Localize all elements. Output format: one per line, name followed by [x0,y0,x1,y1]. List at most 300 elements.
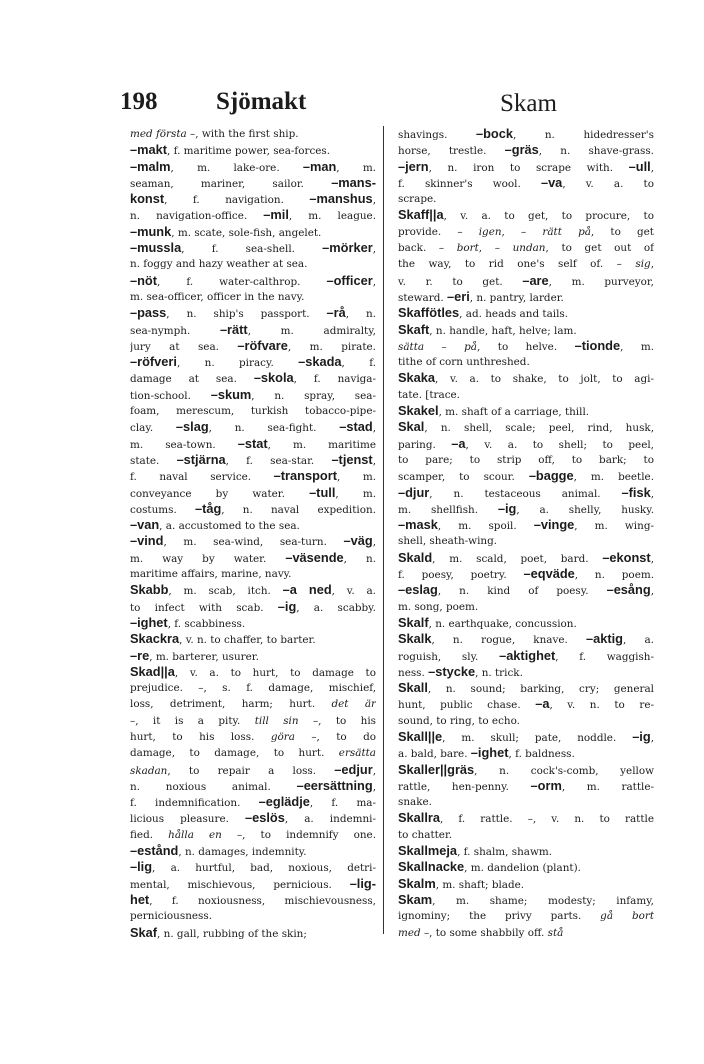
definition-text: to chatter. [398,828,453,841]
definition-text: , v. n. to re- [549,699,654,712]
headword: –malm [130,158,171,174]
definition-text: steward. [398,291,447,304]
headword: –van [130,517,160,533]
phrase: stå [547,926,564,939]
dictionary-line [130,191,376,207]
headword: –edjur [334,761,373,777]
dictionary-line [130,142,376,158]
headword: Skal [398,419,425,435]
phrase: sätta – på [398,340,478,353]
definition-text: seaman, mariner, sailor. [130,177,332,190]
dictionary-line [130,810,376,826]
definition-text: , f. maritime power, sea-forces. [167,145,331,158]
definition-text: , m. spoil. [437,520,534,533]
headword: –are [522,272,549,288]
dictionary-line [130,859,376,875]
definition-text: , [372,780,376,793]
definition-text: tate. [trace. [398,388,460,401]
definition-text: , m. skull; pate, noddle. [442,731,633,744]
definition-text: –, to do [294,730,376,743]
page-number: 198 [120,88,158,115]
dictionary-line [130,615,376,631]
definition-text: , m. shame; modesty; infamy, [432,894,654,907]
definition-text: shavings. [398,129,476,141]
definition-text: , m. [336,161,376,174]
definition-text: hunt, public chase. [398,699,536,712]
definition-text: , f. sea-shell. [181,243,323,256]
headword: –ig [497,500,517,516]
phrase: till sin [254,714,299,727]
headword: Skalf [398,614,429,630]
headword: –lig- [349,875,376,891]
phrase: sig [635,258,651,271]
dictionary-line [130,713,376,729]
dictionary-line [130,827,376,843]
definition-text: , to repair a loss. [167,764,335,777]
dictionary-line [398,582,654,598]
dictionary-line [398,615,654,631]
dictionary-line [398,876,654,892]
phrase: ersätta [338,747,376,760]
definition-text: the way, to rid one's self of. – [398,258,636,271]
definition-text: –, to his [298,714,376,727]
definition-text: m. shellfish. [398,503,498,516]
dictionary-line [398,240,654,256]
definition-text: damage at sea. [130,373,254,386]
dictionary-line [398,175,654,191]
phrase: hålla en [168,828,222,841]
headword: –aktighet [499,647,556,663]
dictionary-line [398,599,654,615]
dictionary-line [130,224,376,240]
phrase: det är [331,698,376,711]
right-column [398,126,654,941]
headword: –transport [273,468,337,484]
headword: –mask [398,517,438,533]
definition-text: , n. iron to scrape with. [428,161,629,174]
definition-text: , f. noxiousness, mischievousness, [149,894,376,907]
definition-text: , [650,731,654,744]
headword: –mans- [331,174,376,190]
headword: –skada [298,354,342,370]
definition-text: , f. sea-star. [225,454,332,467]
dictionary-line [398,159,654,175]
definition-text: perniciousness. [130,910,213,923]
dictionary-line [130,175,376,191]
definition-text: , m. scate, sole-fish, angelet. [171,226,322,239]
dictionary-line [398,289,654,305]
definition-text: , [650,552,654,565]
definition-text: damage, to damage, to hurt. [130,747,339,760]
definition-text: , n. naval expedition. [221,503,376,516]
dictionary-line [130,126,376,142]
definition-text: v. r. to get. [398,275,523,288]
definition-text: , v. a. to shake, to jolt, to agi- [435,373,654,386]
definition-text: mental, mischievous, pernicious. [130,878,350,891]
dictionary-line [130,517,376,533]
phrase: skadan [130,764,168,777]
definition-text: , m. [335,487,376,500]
dictionary-line [130,273,376,289]
dictionary-line [398,207,654,223]
headword: Skaff||a [398,207,444,223]
definition-text: , m. maritime [267,438,376,451]
headword: Skallra [398,810,440,826]
definition-text: , m. [336,471,376,484]
headword: –djur [398,484,430,500]
definition-text: , n. sound; barking, cry; general [427,683,654,696]
definition-text: f. skinner's wool. [398,177,541,190]
definition-text: m. sea-town. [130,438,238,451]
left-column [130,126,376,941]
definition-text: horse, trestle. [398,145,505,158]
definition-text: , m. shaft; blade. [435,878,525,891]
headword: –skola [253,370,294,386]
headword: –jern [398,158,429,174]
definition-text: , [372,194,376,207]
definition-text: , n. shell, scale; peel, rind, husk, [424,422,654,435]
headword: –a ned [282,582,332,598]
definition-text: , – [478,242,513,255]
definition-text: foam, merescum, turkish tobacco-pipe- [130,405,376,418]
headword: Skalm [398,875,436,891]
dictionary-line [130,322,376,338]
definition-text: , a. hurtful, bad, noxious, detri- [152,862,376,875]
headword: –ekonst [602,549,651,565]
definition-text: back. – [398,242,457,255]
definition-text: m. way by water. [130,552,286,565]
dictionary-line [398,468,654,484]
right-running-head: Skam [500,90,557,117]
definition-text: , to get out of [545,242,654,255]
dictionary-line [130,794,376,810]
dictionary-line [398,322,654,338]
headword: –a [451,435,466,451]
headword: –skum [210,386,252,402]
definition-text: shell, sheath-wing. [398,535,498,548]
dictionary-line [130,403,376,419]
phrase: med första [130,128,187,140]
definition-text: , m. sea-wind, sea-turn. [163,536,344,549]
dictionary-line [130,305,376,321]
definition-text: –, it is a pity. [130,714,255,727]
definition-text: jury at sea. [130,340,238,353]
dictionary-line [398,256,654,272]
definition-text: , m. rattle- [561,780,654,793]
definition-text: fied. [130,828,169,841]
definition-text: to pare; to strip off, to bark; to [398,453,654,466]
dictionary-line [130,680,376,696]
headword: –man [302,158,337,174]
definition-text: , m. [620,340,654,353]
definition-text: , f. navigation. [164,194,310,207]
definition-text: ignominy; the privy parts. [398,910,601,923]
headword: –rätt [219,321,248,337]
headword: –stycke [428,663,476,679]
headword: –eqväde [523,566,575,582]
definition-text: , m. purveyor, [548,275,654,288]
headword: –stad [339,419,373,435]
definition-text: , f. scabbiness. [167,617,246,630]
headword: –vinge [533,517,575,533]
definition-text: , ad. heads and tails. [459,308,569,321]
definition-text: , [650,161,654,174]
definition-text: , f. shalm, shawm. [457,846,553,859]
headword: het [130,891,150,907]
headword: –re [130,647,150,663]
headword: –röfvare [237,337,288,353]
dictionary-line [130,582,376,598]
dictionary-line [398,859,654,875]
headword: –ig [632,728,651,744]
dictionary-line [130,501,376,517]
dictionary-line [130,843,376,859]
headword: Skaka [398,370,436,386]
dictionary-line [398,827,654,843]
headword: –ighet [130,614,168,630]
definition-text: scamper, to scour. [398,471,529,484]
dictionary-line [130,550,376,566]
headword: –tionde [574,337,621,353]
dictionary-line [398,908,654,924]
dictionary-line [130,452,376,468]
definition-text: prejudice. –, s. f. damage, mischief, [130,682,376,695]
definition-text: , m. shaft of a carriage, thill. [438,406,590,419]
definition-text: , n. shave-grass. [538,145,654,158]
dictionary-line [398,778,654,794]
headword: –a [535,696,550,712]
definition-text: , n. testaceous animal. [429,487,622,500]
definition-text: , m. pirate. [287,340,376,353]
dictionary-line [398,126,654,142]
dictionary-line [398,729,654,745]
dictionary-line [398,224,654,240]
definition-text: , n. [345,308,376,321]
headword: –makt [130,142,167,158]
dictionary-line [398,810,654,826]
definition-text: , f. [341,357,376,370]
definition-text: , [650,258,654,271]
definition-text: tithe of corn unthreshed. [398,356,530,369]
definition-text: n. foggy and hazy weather at sea. [130,258,308,271]
definition-text: state. [130,454,177,467]
left-running-head: Sjömakt [216,88,307,115]
headword: –mil [263,207,289,223]
column-divider [383,126,384,934]
dictionary-line [398,403,654,419]
definition-text: n. noxious animal. [130,780,297,793]
definition-text: f. indemnification. [130,797,259,810]
definition-text: –, to indemnify one. [221,828,376,841]
definition-text: , n. hidedresser's [512,129,654,141]
definition-text: loss, detriment, harm; hurt. [130,698,332,711]
headword: Skaft [398,321,430,337]
definition-text: n. navigation-office. [130,210,264,223]
dictionary-line [130,729,376,745]
dictionary-line [130,436,376,452]
definition-text: f. poesy, poetry. [398,569,524,582]
definition-text: , n. [343,552,376,565]
headword: –orm [530,777,562,793]
definition-text: a. bald, bare. [398,748,471,761]
dictionary-line [398,517,654,533]
dictionary-line [398,354,654,370]
dictionary-line [398,648,654,664]
definition-text: , m. admiralty, [247,324,376,337]
headword: Skald [398,549,433,565]
dictionary-line [130,207,376,223]
dictionary-line [398,762,654,778]
dictionary-line [130,892,376,908]
headword: –väsende [285,549,344,565]
headword: –väg [343,533,373,549]
dictionary-line [398,338,654,354]
definition-text: , [650,487,654,500]
definition-text: , a. shelly, husky. [516,503,654,516]
headword: Skallnacke [398,859,465,875]
dictionary-line [130,696,376,712]
headword: –gräs [504,142,539,158]
dictionary-line [398,664,654,680]
headword: Skabb [130,582,169,598]
definition-text: , [650,585,654,598]
definition-text: , n. pantry, larder. [469,291,564,304]
headword: –pass [130,305,167,321]
definition-text: , a. scabby. [296,601,376,614]
definition-text: –, with the first ship. [186,128,299,140]
definition-text: , n. sea-fight. [208,422,340,435]
headword: –ull [628,158,651,174]
headword: –stat [237,435,268,451]
headword: –manshus [309,191,373,207]
dictionary-line [130,876,376,892]
dictionary-line [398,191,654,207]
dictionary-line [130,631,376,647]
definition-text: maritime affairs, marine, navy. [130,568,292,581]
headword: –fisk [621,484,651,500]
headword: –eri [446,288,470,304]
headword: Skallmeja [398,843,458,859]
definition-text: , m. barterer, usurer. [149,650,259,663]
phrase: gå bort [600,910,654,923]
definition-text: m. sea-officer, officer in the navy. [130,290,305,303]
headword: –tåg [194,500,222,516]
dictionary-line [130,599,376,615]
definition-text: , n. poem. [574,569,654,582]
dictionary-line [130,370,376,386]
headword: –bock [475,126,513,141]
definition-text: costums. [130,503,195,516]
definition-text: sound, to ring, to echo. [398,714,520,727]
definition-text: , m. scald, poet, bard. [432,552,603,565]
definition-text: clay. [130,422,176,435]
headword: –eslag [398,582,438,598]
definition-text: , – [501,225,543,238]
definition-text: , n. damages, indemnity. [178,846,307,859]
dictionary-line [398,533,654,549]
headword: Skad||a [130,663,175,679]
dictionary-line [130,762,376,778]
headword: –eslös [245,810,285,826]
definition-text: , n. rogue, knave. [431,634,586,647]
dictionary-line [130,419,376,435]
dictionary-line [130,908,376,924]
definition-text: tion-school. [130,389,211,402]
headword: Skall [398,680,428,696]
dictionary-line [130,289,376,305]
definition-text: , v. n. to chaffer, to barter. [179,634,316,647]
definition-text: , f. water-calthrop. [157,275,327,288]
definition-text: to infect with scab. [130,601,278,614]
definition-text: , m. wing- [574,520,654,533]
phrase: undan [512,242,546,255]
definition-text: , v. a. to hurt, to damage to [174,666,376,679]
definition-text: , v. a. [331,585,376,598]
headword: Skam [398,891,433,907]
headword: –aktig [586,631,623,647]
definition-text: licious pleasure. [130,813,245,826]
definition-text: m. song, poem. [398,600,479,613]
headword: –munk [130,223,172,239]
definition-text: , n. ship's passport. [166,308,327,321]
definition-text: ness. [398,666,429,679]
dictionary-line [398,305,654,321]
dictionary-line [398,485,654,501]
definition-text: , m. league. [288,210,376,223]
definition-text: , [372,275,376,288]
definition-text: , n. cock's-comb, yellow [474,764,654,777]
headword: –mörker [322,240,373,256]
definition-text: , v. a. to get, to procure, to [443,210,654,223]
dictionary-line [398,142,654,158]
definition-text: , m. scab, itch. [168,585,283,598]
definition-text: , [372,764,376,777]
definition-text: conveyance by water. [130,487,310,500]
definition-text: , n. gall, rubbing of the skin; [157,927,307,940]
headword: –ig [277,598,297,614]
definition-text: , [372,243,376,256]
definition-text: roguish, sly. [398,650,500,663]
dictionary-line [398,273,654,289]
dictionary-line [130,485,376,501]
dictionary-line [398,925,654,941]
dictionary-line [398,745,654,761]
headword: –mussla [130,240,182,256]
definition-text: sea-nymph. [130,324,220,337]
dictionary-line [398,436,654,452]
definition-text: hurt, to his loss. [130,730,271,743]
dictionary-line [398,843,654,859]
dictionary-line [130,664,376,680]
headword: Skaffötles [398,305,460,321]
definition-text: , f. ma- [309,797,376,810]
definition-text: , f. naviga- [293,373,376,386]
dictionary-line [130,159,376,175]
definition-text: , a. accustomed to the sea. [159,520,300,533]
definition-text: , to helve. [477,340,575,353]
definition-text: , n. kind of poesy. [437,585,607,598]
phrase: rätt på [542,225,591,238]
headword: Skaf [130,924,158,940]
dictionary-line [130,778,376,794]
headword: –nöt [130,272,158,288]
dictionary-line [398,370,654,386]
dictionary-line [130,925,376,941]
dictionary-line [398,696,654,712]
dictionary-line [398,501,654,517]
headword: –eersättning [296,777,373,793]
phrase: göra [270,730,295,743]
